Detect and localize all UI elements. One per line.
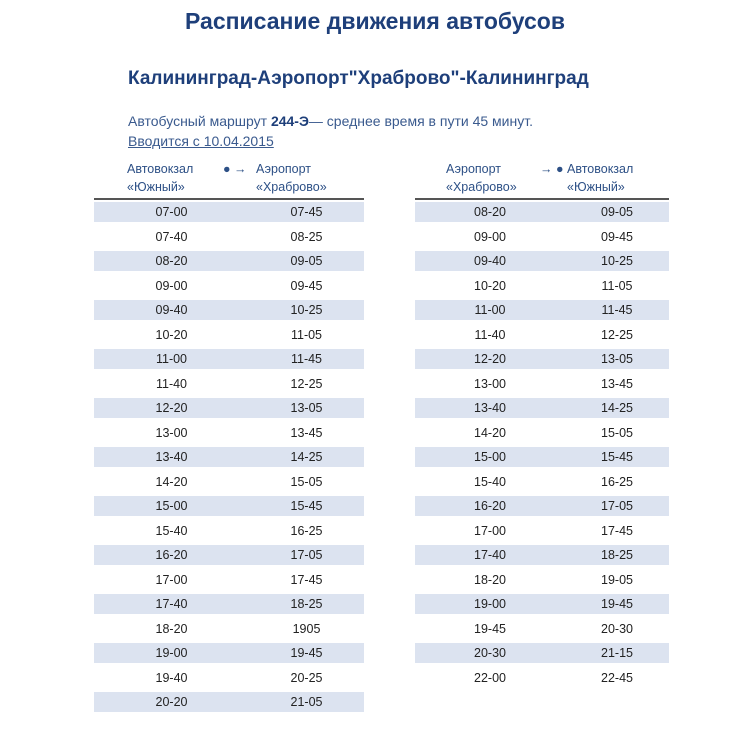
right-departure-time: 18-20 xyxy=(474,572,506,587)
right-arrival-time: 19-05 xyxy=(601,572,633,587)
left-arrival-time: 18-25 xyxy=(290,597,323,611)
right-arrival-time: 09-05 xyxy=(601,205,633,219)
right-arrival-time: 13-45 xyxy=(601,376,633,391)
left-schedule-row xyxy=(94,619,364,639)
left-arrival-time: 21-05 xyxy=(290,695,323,709)
left-departure-time: 11-40 xyxy=(155,376,188,391)
left-schedule-row xyxy=(94,570,364,590)
left-arrival-time: 17-05 xyxy=(290,548,323,562)
right-departure-time: 14-20 xyxy=(474,425,506,440)
right-schedule-row xyxy=(415,251,669,271)
right-schedule-row xyxy=(415,668,669,688)
right-schedule-row xyxy=(415,643,669,663)
left-schedule-row xyxy=(94,447,364,467)
left-departure-time: 13-00 xyxy=(155,425,188,440)
left-arrival-time: 07-45 xyxy=(290,205,323,219)
right-header-rule xyxy=(415,198,669,200)
right-departure-time: 17-40 xyxy=(474,548,506,562)
left-arrival-time: 13-45 xyxy=(290,425,323,440)
left-arrival-time: 19-45 xyxy=(290,646,323,660)
left-arrival-time: 20-25 xyxy=(290,670,323,685)
left-departure-time: 13-40 xyxy=(155,450,188,464)
left-schedule-row xyxy=(94,643,364,663)
left-schedule-row xyxy=(94,349,364,369)
right-arrival-time: 09-45 xyxy=(601,229,633,244)
right-from-line2: «Храброво» xyxy=(446,180,517,194)
left-schedule-row xyxy=(94,521,364,541)
left-schedule-row xyxy=(94,692,364,712)
left-departure-time: 15-40 xyxy=(155,523,188,538)
left-schedule-row xyxy=(94,300,364,320)
left-arrival-time: 16-25 xyxy=(290,523,323,538)
right-arrival-time: 11-05 xyxy=(601,278,633,293)
right-arrow-icon: → ● xyxy=(540,162,564,176)
right-arrival-time: 21-15 xyxy=(601,646,633,660)
right-departure-time: 19-00 xyxy=(474,597,506,611)
right-arrival-time: 19-45 xyxy=(601,597,633,611)
right-departure-time: 16-20 xyxy=(474,499,506,513)
right-schedule-row xyxy=(415,545,669,565)
right-schedule-row xyxy=(415,472,669,492)
left-to-header xyxy=(256,160,327,196)
right-departure-time: 22-00 xyxy=(474,670,506,685)
left-arrival-time: 13-05 xyxy=(290,401,323,415)
right-departure-time: 15-00 xyxy=(474,450,506,464)
right-schedule-row xyxy=(415,619,669,639)
right-schedule-row xyxy=(415,349,669,369)
right-schedule-row xyxy=(415,325,669,345)
right-schedule-row xyxy=(415,398,669,418)
right-schedule-row xyxy=(415,374,669,394)
left-to-line2: «Храброво» xyxy=(256,180,327,194)
right-departure-time: 20-30 xyxy=(474,646,506,660)
left-arrival-time: 10-25 xyxy=(290,303,323,317)
right-arrival-time: 17-45 xyxy=(601,523,633,538)
left-schedule-row xyxy=(94,202,364,222)
route-info xyxy=(128,113,533,129)
right-arrival-time: 15-05 xyxy=(601,425,633,440)
right-arrival-time: 13-05 xyxy=(601,352,633,366)
right-arrival-time: 14-25 xyxy=(601,401,633,415)
right-from-header xyxy=(446,160,517,196)
left-schedule-table xyxy=(94,202,364,717)
left-departure-time: 09-00 xyxy=(155,278,188,293)
right-to-line2: «Южный» xyxy=(567,180,625,194)
right-departure-time: 15-40 xyxy=(474,474,506,489)
right-departure-time: 12-20 xyxy=(474,352,506,366)
right-arrival-time: 17-05 xyxy=(601,499,633,513)
right-schedule-row xyxy=(415,496,669,516)
right-departure-time: 11-00 xyxy=(474,303,506,317)
right-arrival-time: 20-30 xyxy=(601,621,633,636)
route-info-prefix: Автобусный маршрут xyxy=(128,113,271,129)
left-arrival-time: 15-05 xyxy=(290,474,323,489)
left-arrival-time: 1905 xyxy=(292,621,321,636)
left-departure-time: 20-20 xyxy=(155,695,188,709)
left-departure-time: 09-40 xyxy=(155,303,188,317)
left-schedule-row xyxy=(94,251,364,271)
right-departure-time: 08-20 xyxy=(474,205,506,219)
left-from-line1: Автовокзал xyxy=(127,162,194,176)
left-schedule-row xyxy=(94,423,364,443)
right-arrival-time: 12-25 xyxy=(601,327,633,342)
right-departure-time: 09-40 xyxy=(474,254,506,268)
route-heading: Калининград-Аэропорт"Храброво"-Калининград xyxy=(128,68,589,89)
right-schedule-table xyxy=(415,202,669,692)
left-schedule-row xyxy=(94,545,364,565)
left-arrival-time: 15-45 xyxy=(290,499,323,513)
left-departure-time: 10-20 xyxy=(155,327,188,342)
right-schedule-row xyxy=(415,423,669,443)
right-schedule-row xyxy=(415,521,669,541)
left-departure-time: 14-20 xyxy=(155,474,188,489)
right-departure-time: 19-45 xyxy=(474,621,506,636)
right-schedule-row xyxy=(415,570,669,590)
left-from-header xyxy=(127,160,194,196)
right-departure-time: 17-00 xyxy=(474,523,506,538)
right-schedule-row xyxy=(415,447,669,467)
right-schedule-row xyxy=(415,594,669,614)
right-arrival-time: 10-25 xyxy=(601,254,633,268)
left-departure-time: 07-00 xyxy=(155,205,188,219)
left-arrival-time: 09-05 xyxy=(290,254,323,268)
route-number: 244-Э xyxy=(270,113,309,129)
right-to-line1: Автовокзал xyxy=(567,162,634,176)
left-departure-time: 18-20 xyxy=(155,621,188,636)
right-departure-time: 09-00 xyxy=(474,229,506,244)
left-to-line1: Аэропорт xyxy=(256,162,312,176)
page-title: Расписание движения автобусов xyxy=(185,8,565,34)
left-departure-time: 19-00 xyxy=(155,646,188,660)
left-schedule-row xyxy=(94,276,364,296)
route-info-suffix: — среднее время в пути 45 минут. xyxy=(308,113,533,129)
right-arrival-time: 22-45 xyxy=(601,670,633,685)
right-arrival-time: 16-25 xyxy=(601,474,633,489)
left-schedule-row xyxy=(94,374,364,394)
left-arrow xyxy=(223,160,247,178)
left-schedule-row xyxy=(94,472,364,492)
left-arrival-time: 17-45 xyxy=(290,572,323,587)
left-schedule-row xyxy=(94,594,364,614)
right-departure-time: 13-40 xyxy=(474,401,506,415)
left-from-line2: «Южный» xyxy=(127,180,185,194)
right-schedule-row xyxy=(415,202,669,222)
left-departure-time: 17-00 xyxy=(155,572,188,587)
right-schedule-row xyxy=(415,300,669,320)
left-schedule-row xyxy=(94,398,364,418)
left-departure-time: 16-20 xyxy=(155,548,188,562)
effective-date: Вводится с 10.04.2015 xyxy=(128,133,274,149)
right-from-line1: Аэропорт xyxy=(446,162,502,176)
left-arrow-icon: ● → xyxy=(223,162,247,176)
left-schedule-row xyxy=(94,227,364,247)
right-departure-time: 10-20 xyxy=(474,278,506,293)
left-arrival-time: 11-45 xyxy=(290,352,323,366)
right-departure-time: 11-40 xyxy=(474,327,506,342)
left-departure-time: 15-00 xyxy=(155,499,188,513)
left-arrival-time: 12-25 xyxy=(290,376,323,391)
left-arrival-time: 08-25 xyxy=(290,229,323,244)
left-departure-time: 12-20 xyxy=(155,401,188,415)
left-departure-time: 19-40 xyxy=(155,670,188,685)
right-arrival-time: 11-45 xyxy=(601,303,633,317)
left-schedule-row xyxy=(94,325,364,345)
left-arrival-time: 09-45 xyxy=(290,278,323,293)
right-to-header xyxy=(567,160,633,196)
left-departure-time: 07-40 xyxy=(155,229,188,244)
left-departure-time: 17-40 xyxy=(155,597,188,611)
left-arrival-time: 14-25 xyxy=(290,450,323,464)
right-schedule-row xyxy=(415,276,669,296)
left-schedule-row xyxy=(94,496,364,516)
right-departure-time: 13-00 xyxy=(474,376,506,391)
right-arrival-time: 15-45 xyxy=(601,450,633,464)
right-arrow xyxy=(540,160,564,178)
left-departure-time: 08-20 xyxy=(155,254,188,268)
left-schedule-row xyxy=(94,668,364,688)
right-schedule-row xyxy=(415,227,669,247)
left-header-rule xyxy=(94,198,364,200)
right-arrival-time: 18-25 xyxy=(601,548,633,562)
left-departure-time: 11-00 xyxy=(155,352,188,366)
left-arrival-time: 11-05 xyxy=(290,327,323,342)
